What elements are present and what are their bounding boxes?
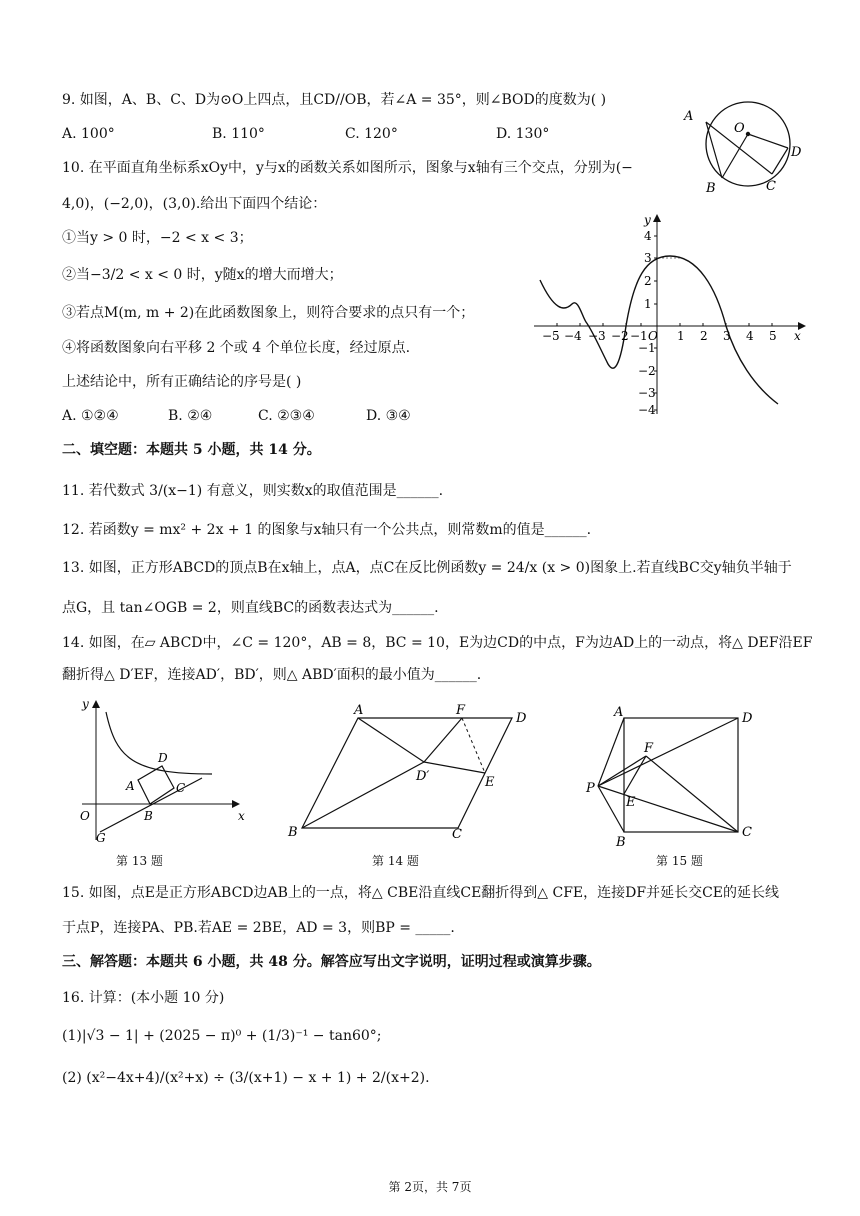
q10-x-tick: −4 [564,329,582,343]
section-2-heading: 二、填空题：本题共 5 小题，共 14 分。 [62,442,321,458]
fig14-label-d: D [516,711,527,726]
q9-option-a: A. 100° [62,126,115,142]
q10-conclusion-4: ④将函数图象向右平移 2 个或 4 个单位长度，经过原点. [62,340,411,356]
fig15-label-e: E [626,795,636,810]
q10-y-label: y [644,213,651,227]
q10-option-d: D. ③④ [366,408,411,424]
q10-x-tick: −5 [542,329,560,343]
q10-y-tick: −3 [638,386,656,400]
q12: 12. 若函数y = mx² + 2x + 1 的图象与x轴只有一个公共点，则常数m的值是______. [62,522,592,538]
q10-conclusion-3: ③若点M(m, m + 2)在此函数图象上，则符合要求的点只有一个； [62,305,475,321]
fig13-label-d: D [158,751,168,765]
q16-part2: (2) (x²−4x+4)/(x²+x) ÷ (3/(x+1) − x + 1) + 2/(x+2). [62,1070,430,1086]
q10-y-tick: −2 [638,364,656,378]
q10-option-c: C. ②③④ [258,408,315,424]
q9-circle-figure [676,94,808,194]
q9-label-o: O [734,121,745,136]
q10-x-tick: 1 [677,329,685,343]
q14-line2: 翻折得△ D′EF，连接AD′，BD′，则△ ABD′面积的最小值为______. [62,667,482,683]
q10-y-tick: 4 [644,229,652,243]
q10-y-tick: 2 [644,274,652,288]
fig14 [282,700,542,840]
q10-stem-line2: 4,0)，(−2,0)，(3,0).给出下面四个结论： [62,196,327,212]
q10-ask: 上述结论中，所有正确结论的序号是( ) [62,374,302,390]
q16-title: 16. 计算：(本小题 10 分) [62,990,225,1006]
fig15-label-d: D [742,711,753,726]
fig15-caption: 第 15 题 [656,854,703,868]
q13-line2: 点G，且 tan∠OGB = 2，则直线BC的函数表达式为______. [62,600,439,616]
fig15-label-p: P [586,781,595,796]
q10-origin: O [648,329,658,343]
q10-y-tick: 1 [644,297,652,311]
q15-line2: 于点P，连接PA、PB.若AE = 2BE，AD = 3，则BP = _____. [62,920,455,936]
q10-x-tick: 2 [700,329,708,343]
fig14-label-b: B [288,825,298,840]
q10-x-tick: 4 [746,329,754,343]
fig13 [72,694,252,844]
fig14-label-c: C [452,827,462,840]
q9-option-b: B. 110° [212,126,265,142]
q9-option-c: C. 120° [345,126,398,142]
q10-y-tick: −4 [638,403,656,417]
section-3-heading: 三、解答题：本题共 6 小题，共 48 分。解答应写出文字说明，证明过程或演算步骤。 [62,954,601,970]
fig15-label-f: F [644,741,654,756]
q10-x-tick: −1 [630,329,648,343]
q10-x-tick: 3 [723,329,731,343]
fig14-label-e: E [485,775,495,790]
fig15-label-a: A [614,705,624,720]
fig13-label-y: y [82,697,89,711]
fig13-label-x: x [238,809,245,823]
q14-line1: 14. 如图，在▱ ABCD中，∠C = 120°，AB = 8，BC = 10，E为边CD的中点，F为边AD上的一动点，将△ DEF沿EF [62,635,813,651]
fig15 [584,700,764,848]
fig13-label-g: G [96,831,106,844]
fig13-label-a: A [126,779,135,793]
fig14-label-f: F [456,703,466,718]
q15-line1: 15. 如图，点E是正方形ABCD边AB上的一点，将△ CBE沿直线CE翻折得到△ CFE，连接DF并延长交CE的延长线 [62,885,780,901]
q10-conclusion-2: ②当−3/2 < x < 0 时，y随x的增大而增大； [62,267,343,283]
fig13-caption: 第 13 题 [116,854,163,868]
q9-label-b: B [706,181,716,194]
q10-option-a: A. ①②④ [62,408,119,424]
q10-x-tick: 5 [769,329,777,343]
q10-option-b: B. ②④ [168,408,213,424]
fig13-label-c: C [176,781,186,795]
q13-line1: 13. 如图，正方形ABCD的顶点B在x轴上，点A，点C在反比例函数y = 24/x (x > 0)图象上.若直线BC交y轴负半轴于 [62,560,792,576]
q9-label-c: C [766,179,776,194]
fig13-label-b: B [144,809,153,823]
q10-conclusion-1: ①当y > 0 时，−2 < x < 3； [62,230,253,246]
q9-stem: 9. 如图，A、B、C、D为⊙O上四点，且CD//OB，若∠A = 35°，则∠BOD的度数为( ) [62,92,607,108]
q9-label-a: A [684,109,694,124]
q10-x-tick: −2 [611,329,629,343]
q10-y-tick: −1 [638,341,656,355]
fig15-label-c: C [742,825,752,840]
q10-function-graph [520,208,810,424]
q10-stem-line1: 10. 在平面直角坐标系xOy中，y与x的函数关系如图所示，图象与x轴有三个交点，分别为(− [62,160,633,176]
q11: 11. 若代数式 3/(x−1) 有意义，则实数x的取值范围是______. [62,483,444,499]
q16-part1: (1)|√3 − 1| + (2025 − π)⁰ + (1/3)⁻¹ − tan60°; [62,1028,382,1044]
fig14-label-a: A [354,703,364,718]
fig14-caption: 第 14 题 [372,854,419,868]
q10-x-tick: −3 [588,329,606,343]
q10-y-tick: 3 [644,251,652,265]
fig14-label-d-prime: D′ [416,769,430,784]
fig15-label-b: B [616,835,626,848]
q9-label-d: D [791,145,802,160]
q10-x-label: x [794,329,801,343]
page-footer: 第 2页，共 7页 [388,1180,472,1194]
fig13-label-o: O [80,809,90,823]
q9-option-d: D. 130° [496,126,550,142]
